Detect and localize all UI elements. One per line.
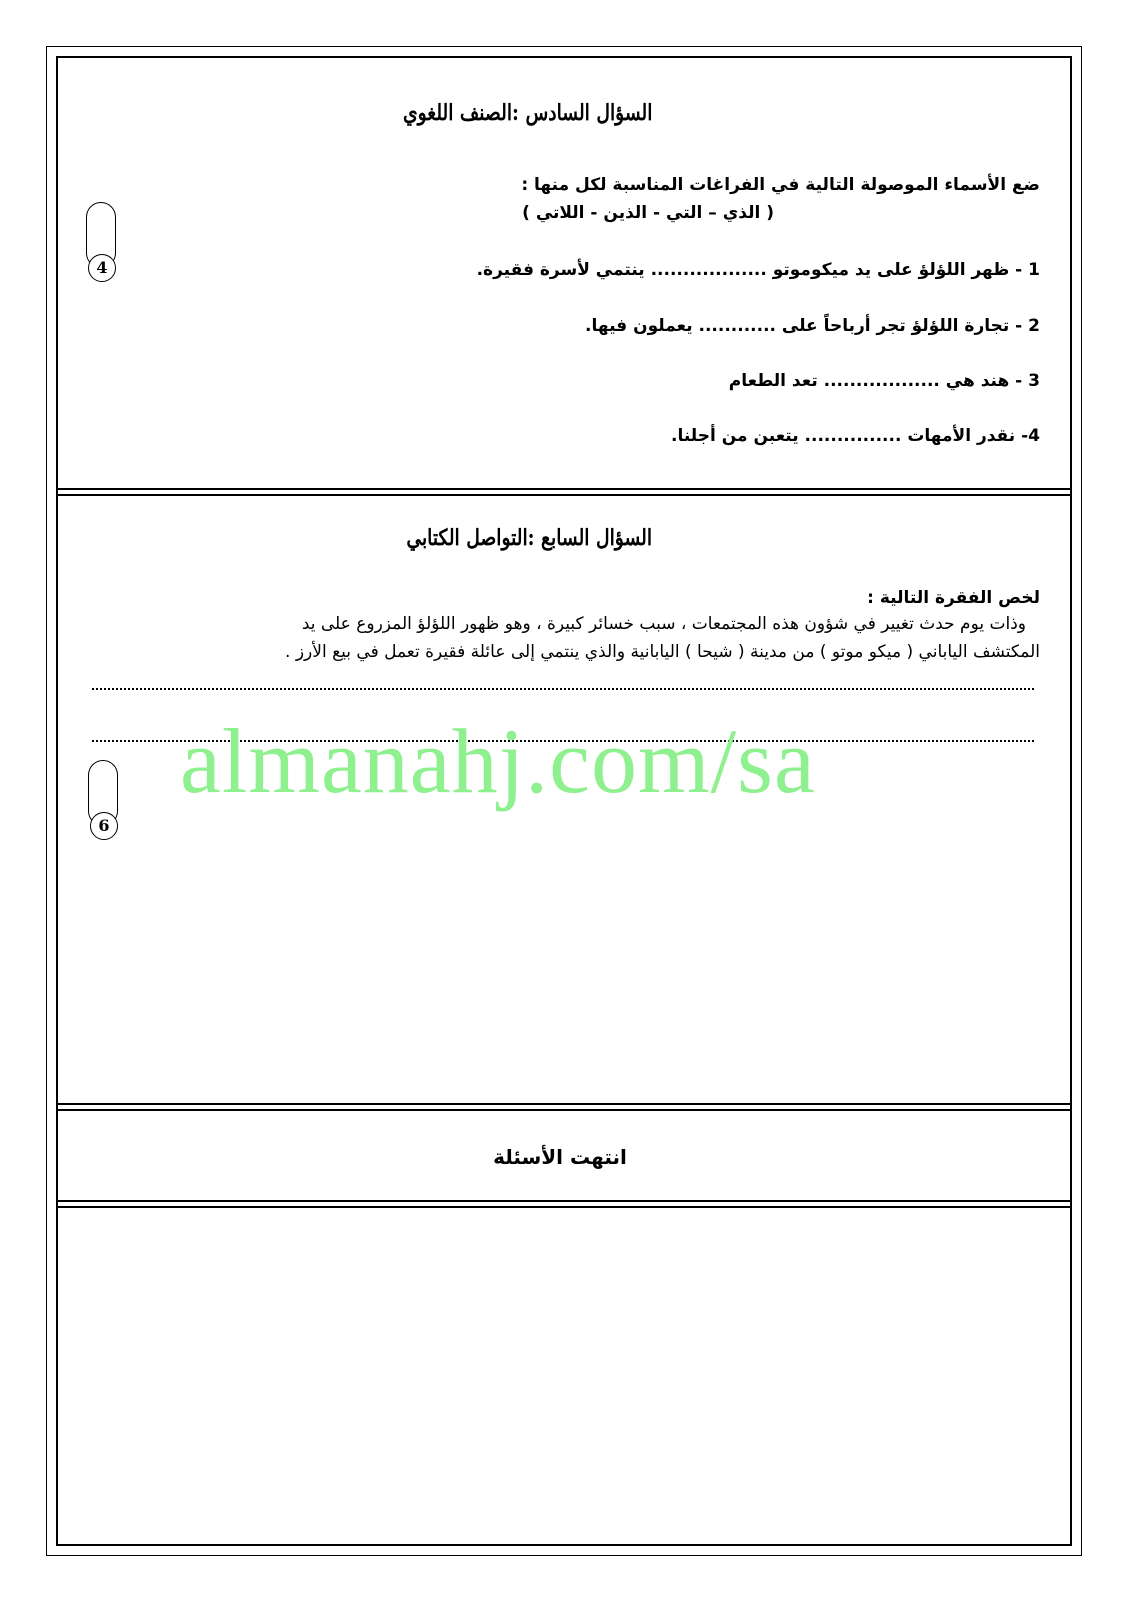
section-divider-1 [56, 488, 1072, 496]
q6-item-3: 3 - هند هي .................. تعد الطعام [728, 371, 1040, 391]
q6-item-1: 1 - ظهر اللؤلؤ على يد ميكوموتو .................. ينتمي لأسرة فقيرة. [476, 260, 1040, 280]
q7-instruction: لخص الفقرة التالية : [867, 588, 1040, 608]
q6-instruction: ضع الأسماء الموصولة التالية في الفراغات المناسبة لكل منها : [521, 175, 1040, 195]
q6-score: 4 [88, 254, 116, 282]
q7-paragraph-line-1: وذات يوم حدث تغيير في شؤون هذه المجتمعات ، سبب خسائر كبيرة ، وهو ظهور اللؤلؤ المزروع على يد [301, 614, 1026, 634]
section-divider-3 [56, 1200, 1072, 1208]
q7-heading: السؤال السابع :التواصل الكتابي [406, 525, 652, 551]
q6-item-4: 4- نقدر الأمهات ............... يتعبن من أجلنا. [671, 426, 1040, 446]
watermark: almanahj.com/sa [180, 710, 816, 812]
q7-score: 6 [90, 812, 118, 840]
q6-score-badge [86, 202, 120, 284]
q7-score-badge [88, 760, 122, 842]
q7-paragraph-line-2: المكتشف الياباني ( ميكو موتو ) من مدينة ( شيحا ) اليابانية والذي ينتمي إلى عائلة فقيرة تعمل في بيع الأرز . [285, 642, 1040, 662]
q6-heading: السؤال السادس :الصنف اللغوي [402, 100, 652, 126]
q6-options: ( الذي – التي - الذين - اللاتي ) [522, 203, 774, 223]
end-of-questions: انتهت الأسئلة [493, 1145, 627, 1169]
answer-line-1 [92, 688, 1034, 690]
q6-item-2: 2 - تجارة اللؤلؤ تجر أرباحاً على ............ يعملون فيها. [585, 316, 1040, 336]
section-divider-2 [56, 1103, 1072, 1111]
